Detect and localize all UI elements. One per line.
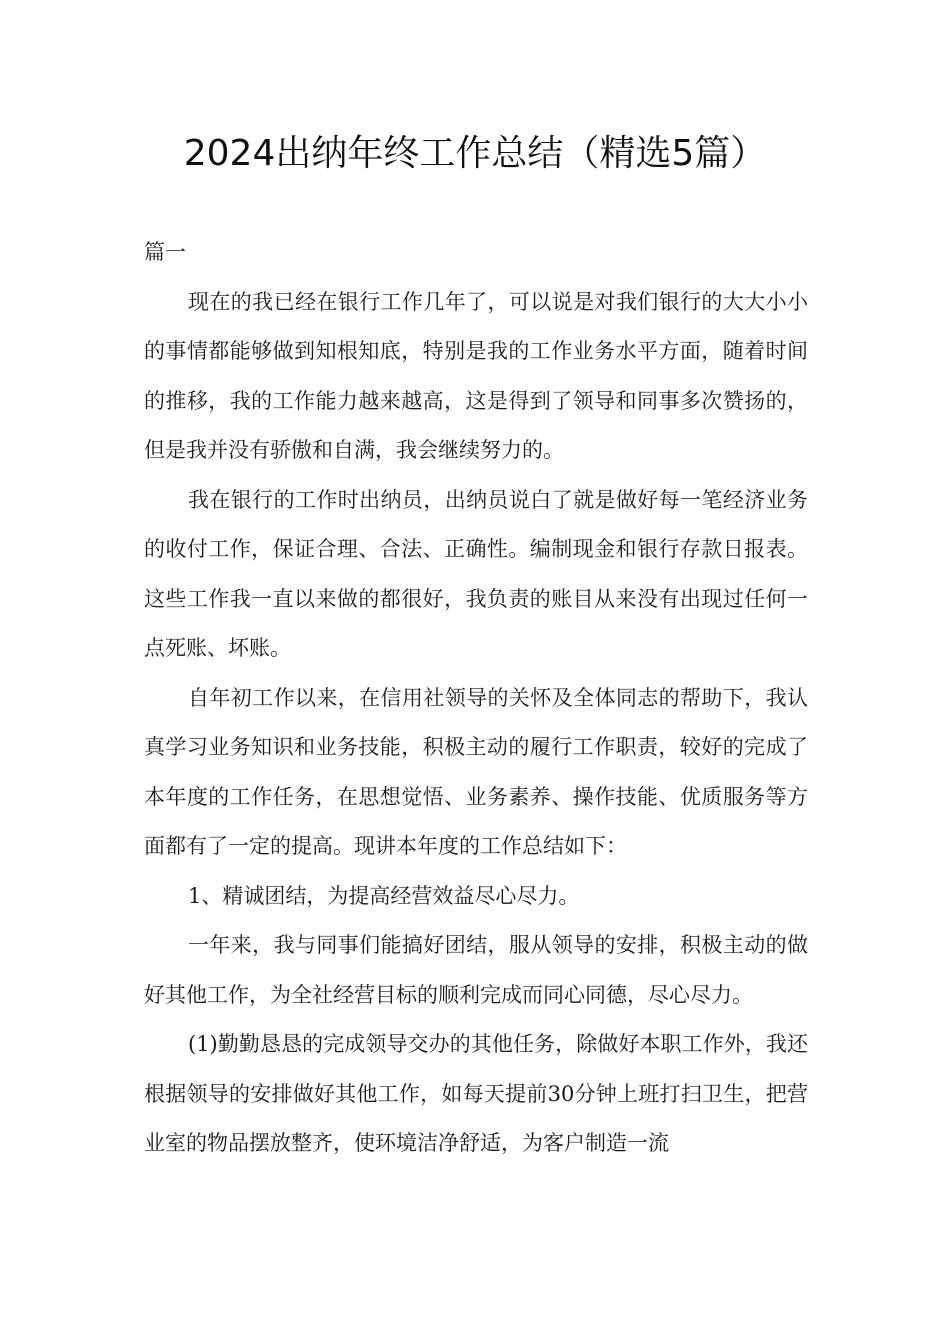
paragraph: 1、精诚团结，为提高经营效益尽心尽力。 xyxy=(188,883,580,908)
paragraph: 我在银行的工作时出纳员，出纳员说白了就是做好每一笔经济业务的收付工作，保证合理、合法、正确性。编制现金和银行存款日报表。这些工作我一直以来做的都很好，我负责的账目从来没有出现过任何一点死账、坏账。 xyxy=(144,487,808,660)
paragraph: 一年来，我与同事们能搞好团结，服从领导的安排，积极主动的做好其他工作，为全社经营目标的顺利完成而同心同德，尽心尽力。 xyxy=(144,933,808,1007)
document-body xyxy=(144,228,808,1169)
paragraph: (1)勤勤恳恳的完成领导交办的其他任务，除做好本职工作外，我还根据领导的安排做好其他工作，如每天提前30分钟上班打扫卫生，把营业室的物品摆放整齐，使环境洁净舒适，为客户制造一流 xyxy=(144,1032,808,1155)
section-label: 篇一 xyxy=(144,240,186,264)
paragraph: 现在的我已经在银行工作几年了，可以说是对我们银行的大大小小的事情都能够做到知根知底，特别是我的工作业务水平方面，随着时间的推移，我的工作能力越来越高，这是得到了领导和同事多次赞扬的，但是我并没有骄傲和自满，我会继续努力的。 xyxy=(144,289,808,462)
paragraph: 自年初工作以来，在信用社领导的关怀及全体同志的帮助下，我认真学习业务知识和业务技能，积极主动的履行工作职责，较好的完成了本年度的工作任务，在思想觉悟、业务素养、操作技能、优质服务等方面都有了一定的提高。现讲本年度的工作总结如下： xyxy=(144,685,808,858)
document-title: 2024出纳年终工作总结（精选5篇） xyxy=(183,133,767,174)
